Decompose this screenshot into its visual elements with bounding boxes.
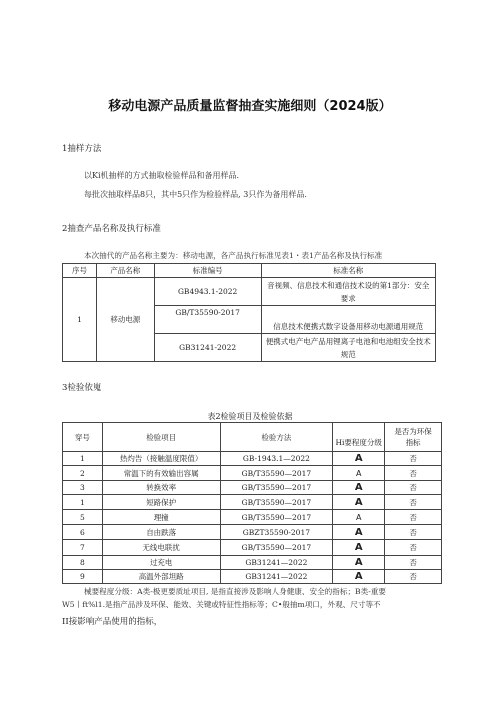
cell-env: 否 [385, 540, 442, 556]
cell-grade: A [333, 481, 385, 495]
cell-env: 否 [385, 481, 442, 495]
grade-note-line-2: W5丨ft%l1.是指产品涉及环保、能效、关键或特征性指标等；C•般抽m项口，外观、尺寸等不 [62, 600, 381, 609]
cell-item: 理撞 [102, 510, 220, 525]
cell-item: 自由跌落 [102, 525, 220, 540]
header-env [385, 423, 442, 452]
cell-product: 移动电源 [96, 278, 154, 362]
cell-standard-name [261, 334, 435, 362]
cell-seq: 9 [63, 570, 103, 584]
cell-grade: A [333, 510, 385, 525]
table-row [63, 452, 442, 466]
cell-method: GBZT35590-2017 [220, 525, 333, 540]
cell-standard-name [261, 278, 435, 306]
standard-name-line: 规范 [340, 349, 356, 359]
table-row [63, 570, 442, 584]
table-row [63, 481, 442, 495]
cell-seq: 5 [63, 510, 103, 525]
cell-env: 否 [385, 510, 442, 525]
cell-standard-code: GB31241-2022 [154, 334, 261, 362]
cell-grade: A [333, 495, 385, 510]
header-product: 产品名称 [96, 264, 154, 278]
header-grade: Hi要程度分级 [333, 423, 385, 452]
cell-method: GB31241—2022 [220, 556, 333, 570]
section-2-intro: 本次抽代的产品名称主要为：移动电源，各产品执行标准见表1・表1产品名称及执行标准 [84, 251, 383, 260]
cell-env: 否 [385, 570, 442, 584]
cell-seq: 6 [63, 525, 103, 540]
cell-grade: A [333, 570, 385, 584]
standards-table [62, 263, 436, 362]
header-standard-name: 标准名称 [261, 264, 435, 278]
cell-grade: A [333, 540, 385, 556]
cell-item: 无线电联扰 [102, 540, 220, 556]
section-1-paragraph-1: 以Ki机抽样的方式抽取检验样品和备用样品. [84, 171, 240, 180]
header-seq: 序号 [63, 264, 97, 278]
cell-standard-name: 信息技术便携式数字设备用移动电源通用规范 [261, 306, 435, 334]
cell-method: GB/T35590—2017 [220, 481, 333, 495]
table-row [63, 556, 442, 570]
header-method: 检验方法 [220, 423, 333, 452]
section-3-heading: 3检验依嵬 [62, 383, 102, 393]
cell-method: GB/T35590—2017 [220, 466, 333, 481]
cell-seq: 1 [63, 495, 103, 510]
cell-env: 否 [385, 556, 442, 570]
cell-method: GB/T35590—2017 [220, 540, 333, 556]
standard-name-line: 便携式电产电产品用锂离子电池和电池组安全技术 [265, 336, 431, 346]
cell-seq: 1 [63, 452, 103, 466]
cell-item: 转换效率 [102, 481, 220, 495]
cell-seq: 7 [63, 540, 103, 556]
section-1-heading: 1抽样方法 [62, 144, 102, 154]
grade-note-line-1: 械要程度分级：A类-极更要质址项目, 是指直接涉及影响人身健康、安全的指标；B类-重要 [84, 587, 386, 596]
cell-seq: 2 [63, 466, 103, 481]
cell-item: 过充电 [102, 556, 220, 570]
cell-standard-code: GB/T35590-2017 [154, 306, 261, 334]
standard-name-line: 要求 [340, 293, 356, 303]
cell-grade: A [333, 466, 385, 481]
table-row [63, 495, 442, 510]
cell-seq: 8 [63, 556, 103, 570]
table-header-row [63, 264, 436, 278]
cell-standard-code: GB4943.1-2022 [154, 278, 261, 306]
header-standard-code: 标准编号 [154, 264, 261, 278]
header-env-line: 是否为环保 [394, 427, 432, 436]
cell-item: 常温下的有效输出容属 [102, 466, 220, 481]
inspection-items-body [63, 452, 442, 584]
cell-item: 短路保护 [102, 495, 220, 510]
header-seq: 穿号 [63, 423, 103, 452]
cell-method: GB31241—2022 [220, 570, 333, 584]
cell-seq: 3 [63, 481, 103, 495]
section-1-paragraph-2: 每批次抽取样品8只，其中5只作为检验样品, 3只作为备用样品. [84, 190, 307, 199]
cell-grade: A [333, 556, 385, 570]
cell-item: 热灼告（接触温度限值） [102, 452, 220, 466]
cell-env: 否 [385, 466, 442, 481]
cell-env: 否 [385, 452, 442, 466]
page-title: 移动电源产品质量监督抽查实施细则（2024版） [108, 99, 392, 114]
table-row [63, 525, 442, 540]
table-header-row [63, 423, 442, 452]
cell-seq: 1 [63, 278, 97, 362]
table-2-caption: 表2检验项目及检验依据 [207, 412, 293, 421]
table-row [63, 540, 442, 556]
cell-method: GB-1943.1—2022 [220, 452, 333, 466]
cell-grade: A [333, 452, 385, 466]
header-env-line: 指标 [405, 438, 421, 447]
cell-env: 否 [385, 495, 442, 510]
cell-method: GB/T35590—2017 [220, 495, 333, 510]
cell-item: 高温外部坦路 [102, 570, 220, 584]
table-row [63, 278, 436, 306]
section-4-heading: II接影响产品使用的指标， [62, 617, 163, 627]
table-row [63, 466, 442, 481]
standard-name-line: 音视频、信息技术和通信技术设的第1部分：安全 [267, 280, 430, 290]
cell-grade: A [333, 525, 385, 540]
header-item: 检验项目 [102, 423, 220, 452]
cell-env: 否 [385, 525, 442, 540]
table-row [63, 510, 442, 525]
cell-method: GB/T35590—2017 [220, 510, 333, 525]
inspection-items-table [62, 422, 442, 584]
section-2-heading: 2抽查产品名称及执行标准 [62, 224, 161, 234]
